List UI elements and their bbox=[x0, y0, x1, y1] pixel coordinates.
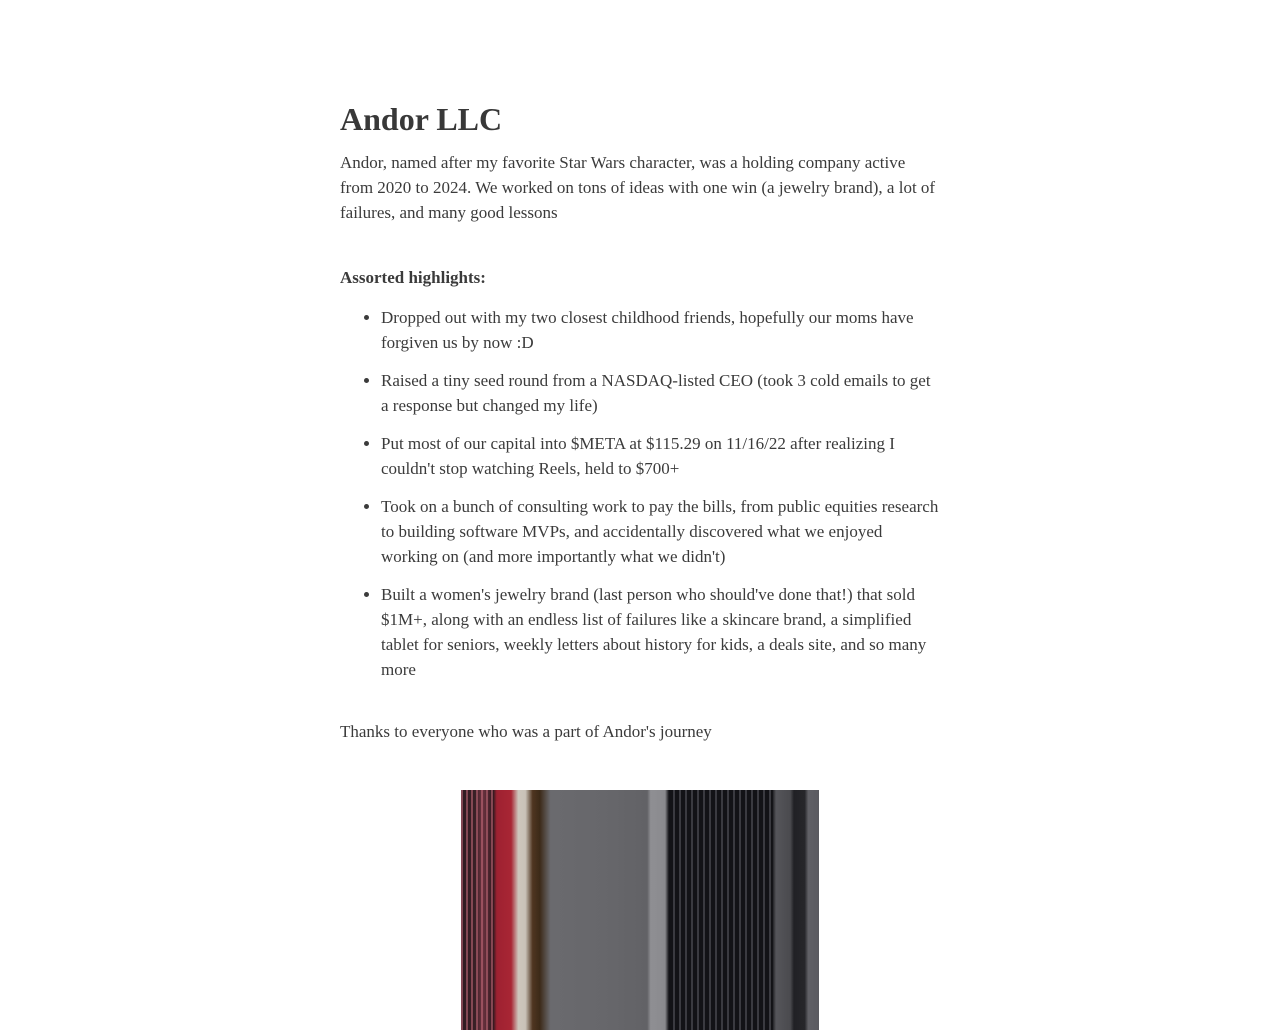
closing-paragraph: Thanks to everyone who was a part of Andor's journey bbox=[340, 722, 712, 741]
highlights-heading: Assorted highlights: bbox=[340, 268, 486, 287]
intro-paragraph: Andor, named after my favorite Star Wars character, was a holding company active from 2020 to 2024. We worked on tons of ideas with one win (a jewelry brand), a lot of failures, and many good lessons bbox=[340, 153, 936, 222]
highlight-item-meta-investment: • Put most of our capital into $META at $115.29 on 11/16/22 after realizing I couldn't stop watching Reels, held to $700+ bbox=[381, 431, 940, 481]
highlight-item-consulting: • Took on a bunch of consulting work to pay the bills, from public equities research to building software MVPs, and accidentally discovered what we enjoyed working on (and more importantly what we didn't) bbox=[381, 494, 940, 569]
page-title: Andor LLC bbox=[340, 101, 503, 137]
highlight-item-dropped-out: • Dropped out with my two closest childhood friends, hopefully our moms have forgiven us by now :D bbox=[381, 305, 940, 355]
andor-photo bbox=[461, 790, 819, 1030]
highlight-item-seed-round: • Raised a tiny seed round from a NASDAQ-listed CEO (took 3 cold emails to get a response but changed my life) bbox=[381, 368, 940, 418]
highlights-list bbox=[340, 305, 940, 682]
highlight-item-jewelry-brand: • Built a women's jewelry brand (last person who should've done that!) that sold $1M+, along with an endless list of failures like a skincare brand, a simplified tablet for seniors, weekly letters about history for kids, a deals site, and so many more bbox=[381, 582, 940, 682]
article bbox=[340, 0, 940, 1030]
